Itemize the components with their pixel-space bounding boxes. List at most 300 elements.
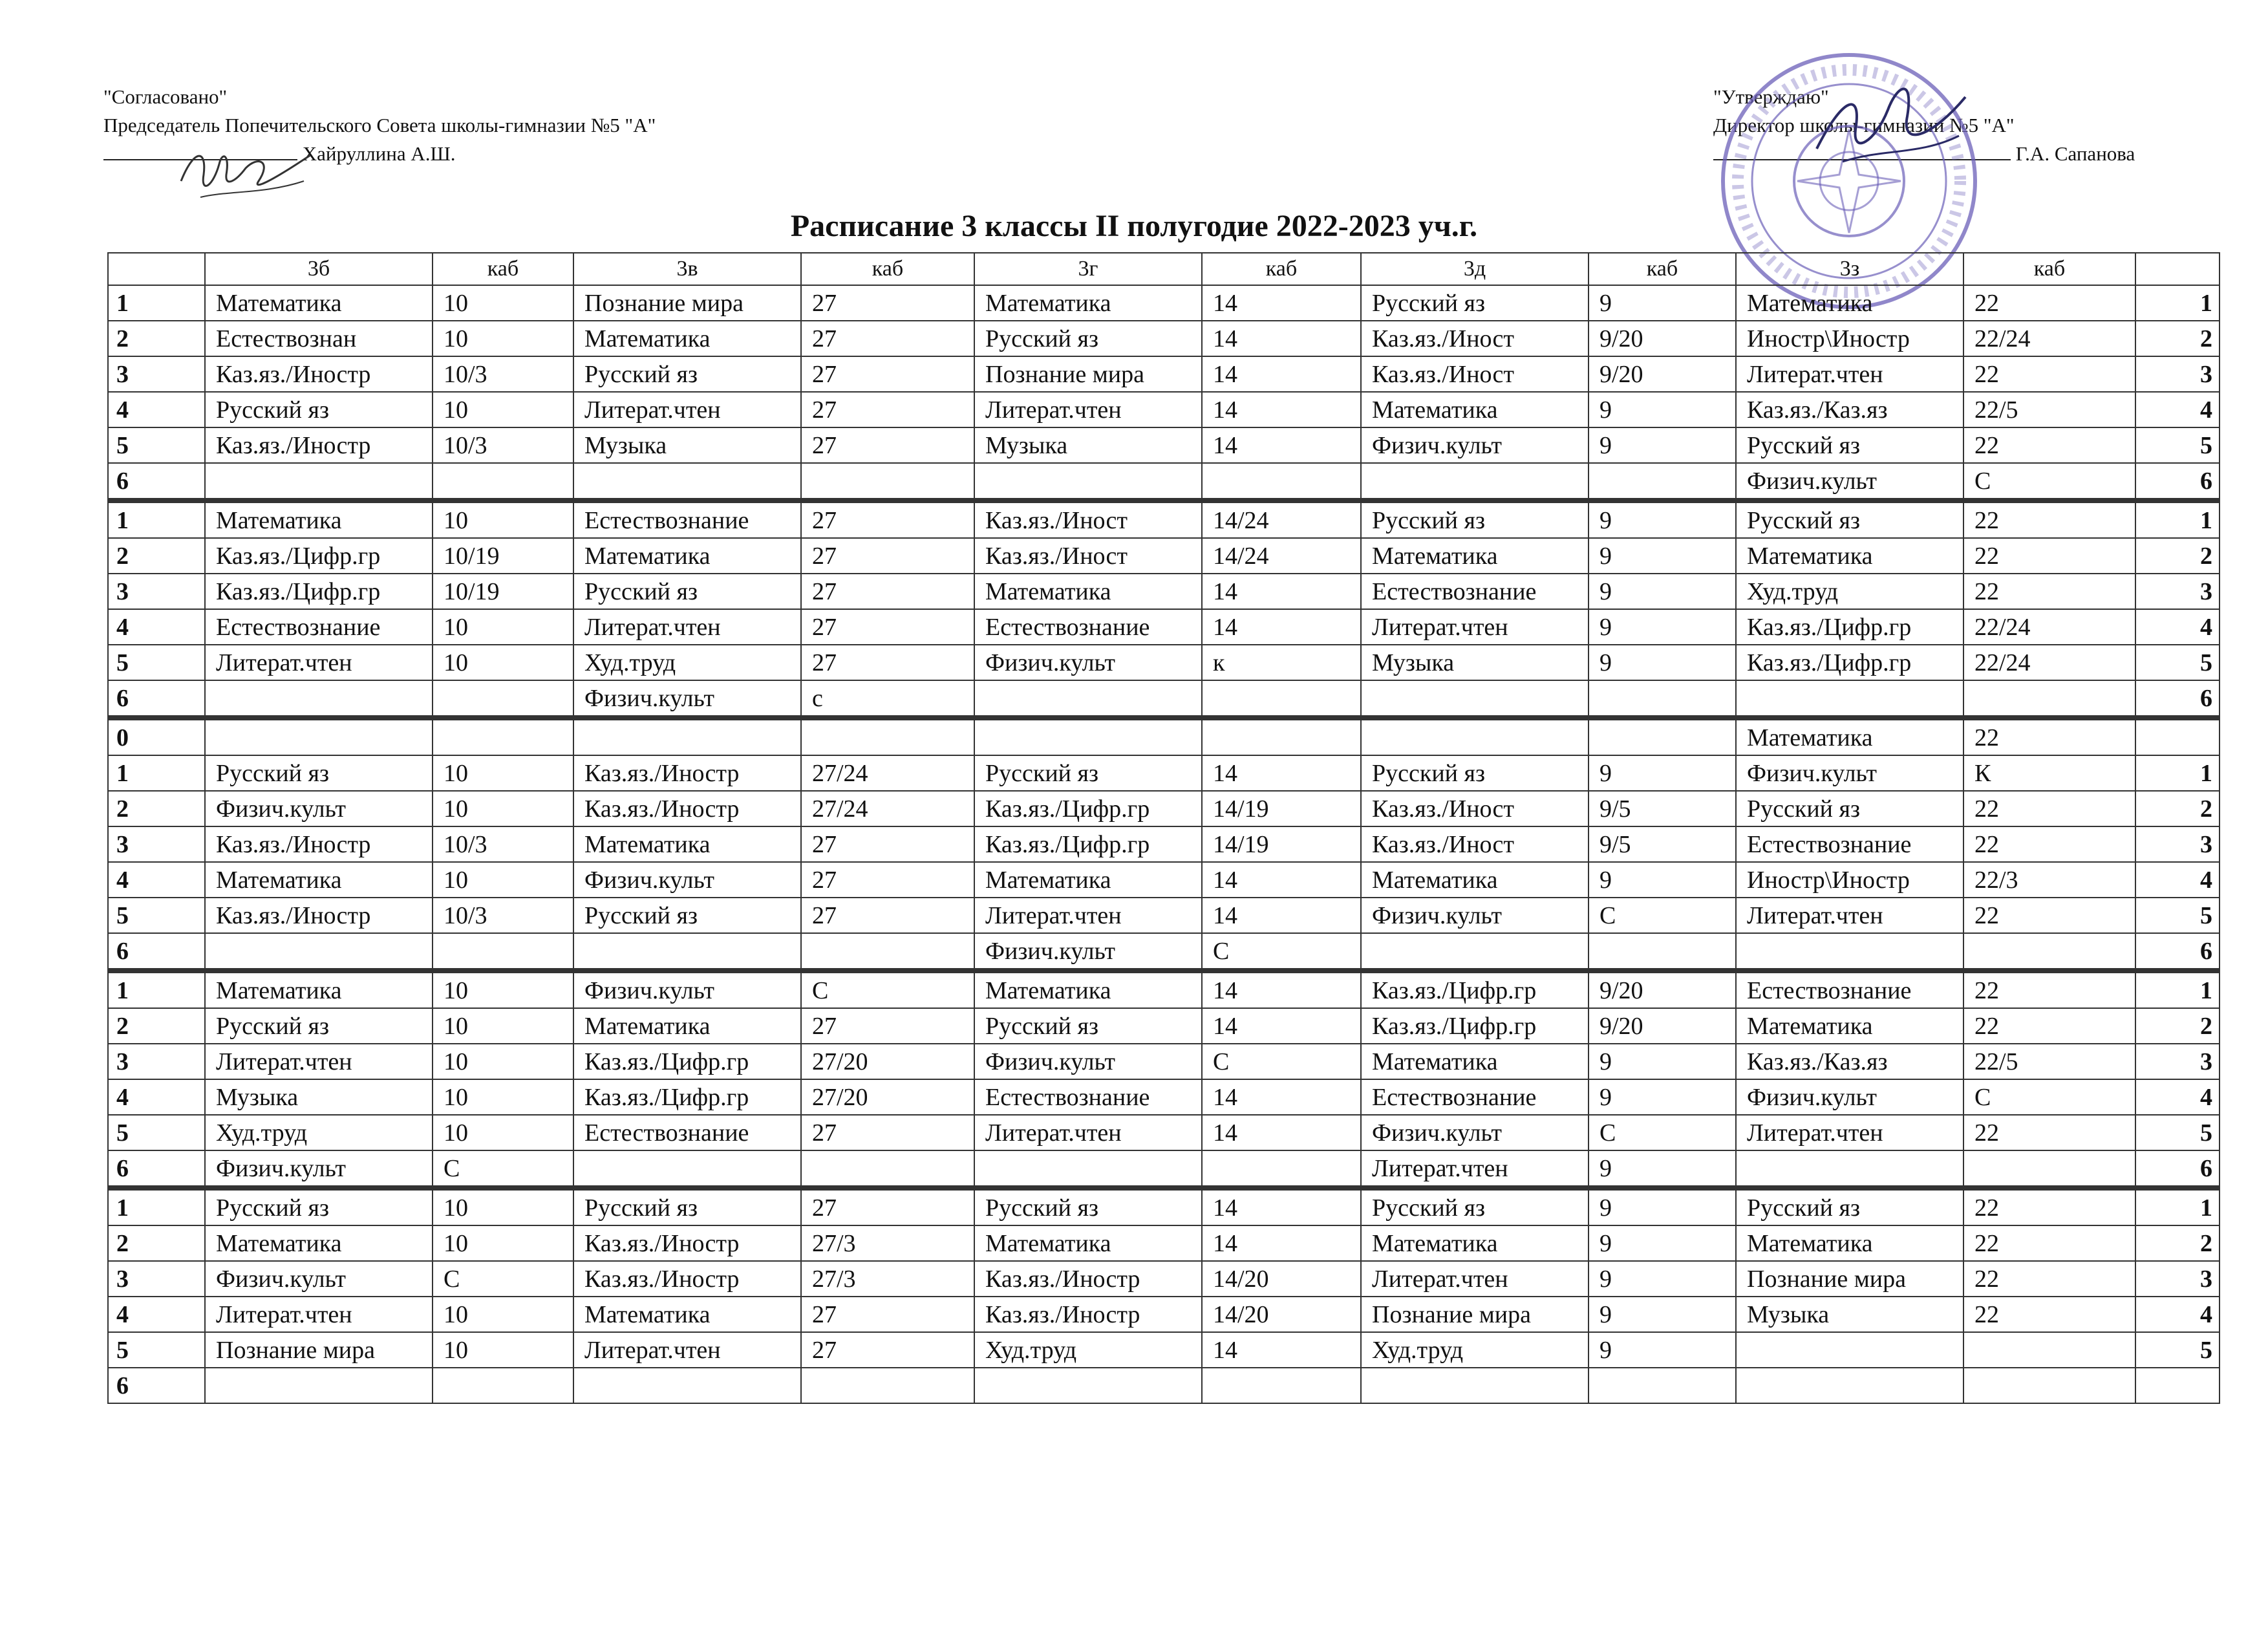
room-cell: С — [1202, 1044, 1361, 1079]
subject-cell — [573, 463, 801, 501]
room-cell: 9 — [1589, 755, 1736, 791]
room-cell — [1963, 680, 2135, 718]
room-cell: 27 — [801, 898, 974, 933]
subject-cell — [1736, 1368, 1963, 1403]
room-cell: 14 — [1202, 1225, 1361, 1261]
table-row — [108, 1150, 2220, 1188]
room-cell: 14 — [1202, 862, 1361, 898]
lesson-number: 3 — [108, 826, 205, 862]
subject-cell: Каз.яз./Иност — [1361, 791, 1589, 826]
column-header: 3з — [1736, 253, 1963, 285]
lesson-number-right: 5 — [2135, 645, 2220, 680]
subject-cell: Каз.яз./Иностр — [573, 1225, 801, 1261]
subject-cell: Каз.яз./Цифр.гр — [1736, 645, 1963, 680]
lesson-number-right: 2 — [2135, 321, 2220, 356]
subject-cell: Худ.труд — [205, 1115, 433, 1150]
lesson-number: 2 — [108, 1225, 205, 1261]
subject-cell — [1361, 1368, 1589, 1403]
room-cell: 22 — [1963, 1297, 2135, 1332]
subject-cell: Русский яз — [974, 1188, 1202, 1225]
room-cell — [1589, 718, 1736, 755]
subject-cell: Физич.культ — [1736, 755, 1963, 791]
room-cell: 9 — [1589, 392, 1736, 427]
room-cell: 27 — [801, 321, 974, 356]
table-row — [108, 1332, 2220, 1368]
subject-cell: Литерат.чтен — [974, 898, 1202, 933]
subject-cell: Музыка — [974, 427, 1202, 463]
room-cell: 10 — [433, 791, 573, 826]
room-cell: 27 — [801, 1332, 974, 1368]
subject-cell: Физич.культ — [1736, 463, 1963, 501]
subject-cell: Каз.яз./Иност — [1361, 826, 1589, 862]
room-cell: 22 — [1963, 501, 2135, 538]
subject-cell: Естествознание — [1736, 971, 1963, 1008]
subject-cell: Литерат.чтен — [1361, 1150, 1589, 1188]
subject-cell: Познание мира — [1361, 1297, 1589, 1332]
room-cell: С — [1202, 933, 1361, 971]
approval-role-right: Директор школы-гимназии №5 "А" — [1713, 114, 2015, 136]
room-cell — [433, 718, 573, 755]
subject-cell: Физич.культ — [1736, 1079, 1963, 1115]
room-cell: 10 — [433, 1332, 573, 1368]
room-cell — [1963, 1368, 2135, 1403]
subject-cell: Каз.яз./Иност — [1361, 321, 1589, 356]
subject-cell: Естествознание — [573, 501, 801, 538]
room-cell: 27 — [801, 645, 974, 680]
room-cell: 9 — [1589, 1332, 1736, 1368]
room-cell: 14/20 — [1202, 1297, 1361, 1332]
lesson-number: 2 — [108, 321, 205, 356]
room-cell: 27/24 — [801, 755, 974, 791]
subject-cell: Математика — [205, 285, 433, 321]
room-cell: 9 — [1589, 574, 1736, 609]
table-row — [108, 971, 2220, 1008]
subject-cell: Каз.яз./Иностр — [573, 755, 801, 791]
room-cell: 22/24 — [1963, 645, 2135, 680]
room-cell — [1202, 1150, 1361, 1188]
room-cell: 22 — [1963, 1008, 2135, 1044]
lesson-number: 4 — [108, 1297, 205, 1332]
lesson-number: 3 — [108, 1261, 205, 1297]
subject-cell — [573, 718, 801, 755]
lesson-number-right: 2 — [2135, 1225, 2220, 1261]
table-row — [108, 1261, 2220, 1297]
room-cell: 22 — [1963, 285, 2135, 321]
subject-cell: Русский яз — [205, 1188, 433, 1225]
room-cell: 22 — [1963, 1115, 2135, 1150]
table-row — [108, 862, 2220, 898]
table-row — [108, 392, 2220, 427]
subject-cell: Математика — [974, 285, 1202, 321]
room-cell: 22/5 — [1963, 392, 2135, 427]
room-cell: С — [1963, 1079, 2135, 1115]
subject-cell: Литерат.чтен — [1361, 609, 1589, 645]
room-cell: 14 — [1202, 1188, 1361, 1225]
lesson-number-right: 3 — [2135, 574, 2220, 609]
lesson-number: 2 — [108, 538, 205, 574]
subject-cell: Физич.культ — [974, 933, 1202, 971]
room-cell: 22/24 — [1963, 321, 2135, 356]
subject-cell: Математика — [974, 862, 1202, 898]
table-row — [108, 1079, 2220, 1115]
subject-cell: Естествознан — [205, 321, 433, 356]
lesson-number-right: 4 — [2135, 1297, 2220, 1332]
room-cell: 10/3 — [433, 826, 573, 862]
subject-cell: Литерат.чтен — [1361, 1261, 1589, 1297]
subject-cell: Познание мира — [1736, 1261, 1963, 1297]
subject-cell — [1736, 680, 1963, 718]
subject-cell: Физич.культ — [205, 1150, 433, 1188]
approval-label-right: "Утверждаю" — [1713, 85, 1829, 108]
subject-cell: Каз.яз./Иностр — [573, 791, 801, 826]
subject-cell: Русский яз — [1736, 501, 1963, 538]
subject-cell: Каз.яз./Иност — [974, 501, 1202, 538]
column-header: 3д — [1361, 253, 1589, 285]
subject-cell: Каз.яз./Каз.яз — [1736, 392, 1963, 427]
subject-cell: Математика — [573, 538, 801, 574]
room-cell: 14 — [1202, 574, 1361, 609]
lesson-number: 1 — [108, 755, 205, 791]
subject-cell: Математика — [1736, 718, 1963, 755]
room-cell: 27/20 — [801, 1079, 974, 1115]
room-cell: 27 — [801, 609, 974, 645]
room-cell — [1963, 1332, 2135, 1368]
lesson-number-right: 6 — [2135, 463, 2220, 501]
approval-label-left: "Согласовано" — [103, 85, 228, 108]
table-row — [108, 898, 2220, 933]
lesson-number: 4 — [108, 392, 205, 427]
subject-cell: Математика — [974, 971, 1202, 1008]
subject-cell — [205, 680, 433, 718]
column-header: каб — [1963, 253, 2135, 285]
subject-cell: Физич.культ — [1361, 1115, 1589, 1150]
subject-cell: Математика — [1361, 862, 1589, 898]
table-row — [108, 463, 2220, 501]
room-cell: 9 — [1589, 1150, 1736, 1188]
subject-cell: Русский яз — [573, 356, 801, 392]
subject-cell: Худ.труд — [573, 645, 801, 680]
lesson-number: 6 — [108, 463, 205, 501]
room-cell: 27 — [801, 1008, 974, 1044]
room-cell — [433, 933, 573, 971]
lesson-number: 1 — [108, 971, 205, 1008]
lesson-number-right: 3 — [2135, 1044, 2220, 1079]
room-cell: 9/20 — [1589, 971, 1736, 1008]
subject-cell: Математика — [1361, 392, 1589, 427]
room-cell — [1202, 1368, 1361, 1403]
subject-cell: Русский яз — [1361, 501, 1589, 538]
room-cell: к — [1202, 645, 1361, 680]
table-row — [108, 1044, 2220, 1079]
subject-cell: Математика — [573, 1297, 801, 1332]
lesson-number-right: 6 — [2135, 933, 2220, 971]
table-row — [108, 321, 2220, 356]
table-row — [108, 755, 2220, 791]
lesson-number: 1 — [108, 1188, 205, 1225]
room-cell: 14 — [1202, 285, 1361, 321]
lesson-number: 4 — [108, 1079, 205, 1115]
subject-cell: Математика — [974, 574, 1202, 609]
room-cell: 27 — [801, 392, 974, 427]
room-cell: 9/20 — [1589, 1008, 1736, 1044]
room-cell: 14 — [1202, 427, 1361, 463]
lesson-number-right: 3 — [2135, 1261, 2220, 1297]
room-cell: С — [433, 1150, 573, 1188]
room-cell: 22 — [1963, 971, 2135, 1008]
subject-cell: Естествознание — [205, 609, 433, 645]
subject-cell — [1736, 1332, 1963, 1368]
approval-name-right: Г.А. Сапанова — [2015, 142, 2135, 165]
subject-cell: Естествознание — [1361, 1079, 1589, 1115]
table-header-row — [108, 253, 2220, 285]
room-cell: 14/19 — [1202, 791, 1361, 826]
subject-cell — [1361, 463, 1589, 501]
subject-cell: Русский яз — [1361, 755, 1589, 791]
table-row — [108, 609, 2220, 645]
approval-name-left: Хайруллина А.Ш. — [302, 142, 456, 165]
lesson-number: 6 — [108, 680, 205, 718]
subject-cell: Познание мира — [573, 285, 801, 321]
room-cell: С — [433, 1261, 573, 1297]
table-row — [108, 826, 2220, 862]
subject-cell: Литерат.чтен — [205, 645, 433, 680]
room-cell: 27 — [801, 862, 974, 898]
room-cell: 10 — [433, 501, 573, 538]
subject-cell: Каз.яз./Иностр — [205, 898, 433, 933]
room-cell — [433, 680, 573, 718]
room-cell: С — [1589, 898, 1736, 933]
room-cell: 22 — [1963, 791, 2135, 826]
room-cell — [801, 933, 974, 971]
column-header: каб — [801, 253, 974, 285]
table-row — [108, 501, 2220, 538]
lesson-number-right: 2 — [2135, 1008, 2220, 1044]
subject-cell: Познание мира — [205, 1332, 433, 1368]
signature-right-image — [1804, 71, 1972, 175]
subject-cell: Физич.культ — [573, 862, 801, 898]
room-cell: 22 — [1963, 574, 2135, 609]
lesson-number-right — [2135, 718, 2220, 755]
room-cell: 14/24 — [1202, 538, 1361, 574]
subject-cell — [1361, 680, 1589, 718]
table-row — [108, 645, 2220, 680]
subject-cell — [974, 680, 1202, 718]
subject-cell: Физич.культ — [205, 791, 433, 826]
table-row — [108, 1188, 2220, 1225]
column-header — [2135, 253, 2220, 285]
column-header: 3в — [573, 253, 801, 285]
room-cell: 9 — [1589, 427, 1736, 463]
subject-cell: Естествознание — [974, 1079, 1202, 1115]
subject-cell: Физич.культ — [1361, 898, 1589, 933]
room-cell: 9/5 — [1589, 791, 1736, 826]
room-cell: 10 — [433, 1297, 573, 1332]
room-cell: 27 — [801, 1188, 974, 1225]
lesson-number: 2 — [108, 791, 205, 826]
lesson-number: 1 — [108, 285, 205, 321]
room-cell — [1963, 933, 2135, 971]
subject-cell: Русский яз — [974, 321, 1202, 356]
subject-cell: Русский яз — [974, 1008, 1202, 1044]
subject-cell: Русский яз — [1736, 791, 1963, 826]
room-cell: 27 — [801, 285, 974, 321]
room-cell: 22 — [1963, 898, 2135, 933]
room-cell: 10 — [433, 755, 573, 791]
subject-cell: Русский яз — [573, 574, 801, 609]
lesson-number-right — [2135, 1368, 2220, 1403]
subject-cell: Каз.яз./Цифр.гр — [1361, 971, 1589, 1008]
subject-cell: Худ.труд — [974, 1332, 1202, 1368]
subject-cell: Иностр\Иностр — [1736, 321, 1963, 356]
subject-cell: Литерат.чтен — [974, 392, 1202, 427]
subject-cell — [1736, 933, 1963, 971]
room-cell: 9/20 — [1589, 321, 1736, 356]
room-cell: 9 — [1589, 1225, 1736, 1261]
room-cell: 10 — [433, 321, 573, 356]
lesson-number-right: 1 — [2135, 501, 2220, 538]
room-cell: 10/19 — [433, 574, 573, 609]
subject-cell: Математика — [974, 1225, 1202, 1261]
room-cell: 22 — [1963, 538, 2135, 574]
room-cell: 14 — [1202, 1079, 1361, 1115]
subject-cell — [974, 718, 1202, 755]
room-cell — [801, 1150, 974, 1188]
subject-cell: Литерат.чтен — [573, 609, 801, 645]
subject-cell: Каз.яз./Иностр — [573, 1261, 801, 1297]
table-row — [108, 1115, 2220, 1150]
room-cell: 27/24 — [801, 791, 974, 826]
subject-cell: Каз.яз./Иностр — [205, 356, 433, 392]
subject-cell: Каз.яз./Иностр — [974, 1297, 1202, 1332]
subject-cell: Естествознание — [974, 609, 1202, 645]
subject-cell: Каз.яз./Цифр.гр — [974, 826, 1202, 862]
room-cell — [433, 463, 573, 501]
room-cell: 22 — [1963, 356, 2135, 392]
lesson-number: 3 — [108, 356, 205, 392]
schedule-table — [107, 252, 2220, 1404]
lesson-number-right: 5 — [2135, 1115, 2220, 1150]
subject-cell: Каз.яз./Иност — [974, 538, 1202, 574]
room-cell — [1202, 718, 1361, 755]
lesson-number-right: 4 — [2135, 392, 2220, 427]
room-cell: 22 — [1963, 427, 2135, 463]
room-cell: 22 — [1963, 1261, 2135, 1297]
subject-cell: Каз.яз./Цифр.гр — [205, 538, 433, 574]
room-cell: 10 — [433, 285, 573, 321]
subject-cell: Математика — [205, 971, 433, 1008]
room-cell: 10/3 — [433, 427, 573, 463]
subject-cell: Русский яз — [1736, 427, 1963, 463]
subject-cell: Русский яз — [205, 755, 433, 791]
subject-cell: Худ.труд — [1361, 1332, 1589, 1368]
table-row — [108, 1368, 2220, 1403]
room-cell: 27 — [801, 427, 974, 463]
subject-cell: Литерат.чтен — [974, 1115, 1202, 1150]
schedule-title: Расписание 3 классы II полугодие 2022-2023 уч.г. — [790, 209, 1478, 243]
subject-cell: Естествознание — [573, 1115, 801, 1150]
subject-cell: Худ.труд — [1736, 574, 1963, 609]
subject-cell — [1361, 718, 1589, 755]
room-cell: 22 — [1963, 1225, 2135, 1261]
room-cell: 14 — [1202, 971, 1361, 1008]
room-cell: 14 — [1202, 392, 1361, 427]
subject-cell: Физич.культ — [1361, 427, 1589, 463]
lesson-number-right: 3 — [2135, 826, 2220, 862]
lesson-number-right: 2 — [2135, 791, 2220, 826]
table-row — [108, 574, 2220, 609]
room-cell — [1589, 680, 1736, 718]
table-row — [108, 285, 2220, 321]
subject-cell — [205, 718, 433, 755]
subject-cell — [573, 1368, 801, 1403]
subject-cell: Каз.яз./Цифр.гр — [1736, 609, 1963, 645]
room-cell: 27 — [801, 826, 974, 862]
table-row — [108, 1008, 2220, 1044]
lesson-number: 5 — [108, 1115, 205, 1150]
subject-cell: Русский яз — [974, 755, 1202, 791]
lesson-number: 5 — [108, 645, 205, 680]
column-header: 3б — [205, 253, 433, 285]
subject-cell: Каз.яз./Иностр — [205, 427, 433, 463]
subject-cell — [1736, 1150, 1963, 1188]
subject-cell: Каз.яз./Цифр.гр — [573, 1079, 801, 1115]
room-cell — [1963, 1150, 2135, 1188]
lesson-number-right: 5 — [2135, 427, 2220, 463]
subject-cell: Литерат.чтен — [205, 1297, 433, 1332]
room-cell: 27/20 — [801, 1044, 974, 1079]
room-cell: 10/3 — [433, 898, 573, 933]
subject-cell: Музыка — [1736, 1297, 1963, 1332]
room-cell: 10 — [433, 609, 573, 645]
lesson-number: 5 — [108, 898, 205, 933]
column-header: каб — [1589, 253, 1736, 285]
lesson-number: 6 — [108, 1150, 205, 1188]
subject-cell: Музыка — [1361, 645, 1589, 680]
table-row — [108, 718, 2220, 755]
room-cell — [1202, 680, 1361, 718]
lesson-number: 4 — [108, 609, 205, 645]
room-cell: 9 — [1589, 1297, 1736, 1332]
subject-cell: Математика — [1361, 1225, 1589, 1261]
room-cell: 27/3 — [801, 1261, 974, 1297]
lesson-number-right: 1 — [2135, 755, 2220, 791]
room-cell: 9 — [1589, 1188, 1736, 1225]
room-cell: 10 — [433, 1115, 573, 1150]
room-cell: 14 — [1202, 1008, 1361, 1044]
subject-cell: Каз.яз./Иностр — [974, 1261, 1202, 1297]
subject-cell: Каз.яз./Каз.яз — [1736, 1044, 1963, 1079]
room-cell: К — [1963, 755, 2135, 791]
room-cell: 9 — [1589, 501, 1736, 538]
lesson-number-right: 4 — [2135, 609, 2220, 645]
subject-cell: Каз.яз./Цифр.гр — [205, 574, 433, 609]
subject-cell: Литерат.чтен — [573, 392, 801, 427]
table-row — [108, 356, 2220, 392]
room-cell — [1589, 463, 1736, 501]
room-cell: 10 — [433, 862, 573, 898]
subject-cell: Русский яз — [1736, 1188, 1963, 1225]
subject-cell: Каз.яз./Цифр.гр — [1361, 1008, 1589, 1044]
room-cell: 9 — [1589, 1044, 1736, 1079]
room-cell: 22 — [1963, 826, 2135, 862]
room-cell: 9 — [1589, 1079, 1736, 1115]
room-cell: С — [1963, 463, 2135, 501]
column-header: 3г — [974, 253, 1202, 285]
room-cell: 14 — [1202, 321, 1361, 356]
table-row — [108, 680, 2220, 718]
subject-cell: Познание мира — [974, 356, 1202, 392]
subject-cell: Русский яз — [1361, 1188, 1589, 1225]
